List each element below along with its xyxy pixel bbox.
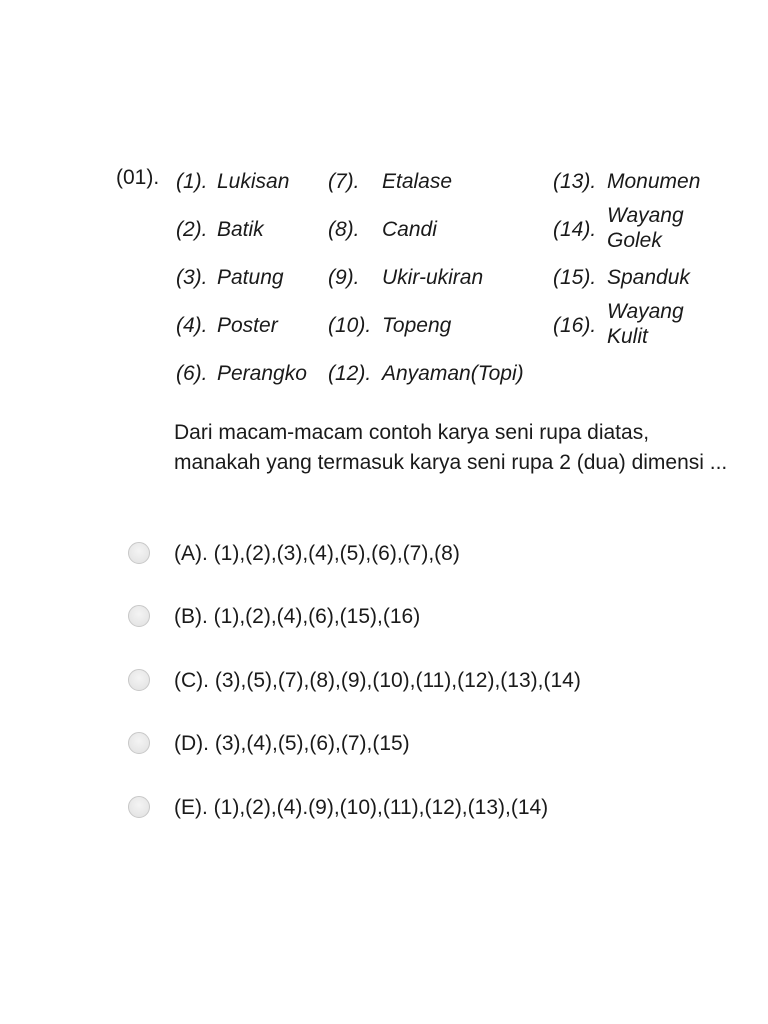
question-number: (01). bbox=[116, 166, 160, 189]
option-e[interactable] bbox=[128, 795, 728, 821]
item-label: Etalase bbox=[382, 170, 453, 193]
item-number: (16). bbox=[553, 314, 597, 337]
option-a[interactable] bbox=[128, 541, 728, 567]
item-label: Batik bbox=[217, 218, 264, 241]
item-label: Monumen bbox=[607, 170, 701, 193]
item-label: Anyaman(Topi) bbox=[382, 362, 524, 385]
item-label: Wayang Kulit bbox=[607, 300, 684, 348]
option-label[interactable]: (A). (1),(2),(3),(4),(5),(6),(7),(8) bbox=[174, 542, 460, 565]
item-label: Patung bbox=[217, 266, 284, 289]
item-number: (7). bbox=[328, 170, 360, 193]
item-label: Wayang Golek bbox=[607, 204, 684, 252]
item-number: (4). bbox=[176, 314, 208, 337]
item-number: (12). bbox=[328, 362, 372, 385]
option-c[interactable] bbox=[128, 668, 728, 694]
item-label: Topeng bbox=[382, 314, 452, 337]
art-items-grid bbox=[0, 0, 768, 400]
item-number: (15). bbox=[553, 266, 597, 289]
item-number: (8). bbox=[328, 218, 360, 241]
option-label[interactable]: (E). (1),(2),(4).(9),(10),(11),(12),(13),(14) bbox=[174, 796, 549, 819]
radio-button[interactable] bbox=[128, 542, 150, 564]
item-label: Lukisan bbox=[217, 170, 290, 193]
radio-button[interactable] bbox=[128, 669, 150, 691]
item-number: (13). bbox=[553, 170, 597, 193]
item-number: (3). bbox=[176, 266, 208, 289]
radio-button[interactable] bbox=[128, 732, 150, 754]
radio-button[interactable] bbox=[128, 605, 150, 627]
item-number: (10). bbox=[328, 314, 372, 337]
item-number: (14). bbox=[553, 218, 597, 241]
item-number: (1). bbox=[176, 170, 208, 193]
option-label[interactable]: (D). (3),(4),(5),(6),(7),(15) bbox=[174, 732, 410, 755]
question-text: Dari macam-macam contoh karya seni rupa diatas, manakah yang termasuk karya seni rupa 2 (dua) dimensi ... bbox=[174, 421, 728, 474]
option-b[interactable] bbox=[128, 604, 728, 630]
item-label: Perangko bbox=[217, 362, 307, 385]
option-label[interactable]: (B). (1),(2),(4),(6),(15),(16) bbox=[174, 605, 421, 628]
item-label: Spanduk bbox=[607, 266, 690, 289]
item-number: (9). bbox=[328, 266, 360, 289]
item-label: Ukir-ukiran bbox=[382, 266, 484, 289]
option-label[interactable]: (C). (3),(5),(7),(8),(9),(10),(11),(12),(13),(14) bbox=[174, 669, 581, 692]
item-number: (6). bbox=[176, 362, 208, 385]
item-label: Poster bbox=[217, 314, 278, 337]
option-d[interactable] bbox=[128, 731, 728, 757]
radio-button[interactable] bbox=[128, 796, 150, 818]
item-label: Candi bbox=[382, 218, 437, 241]
item-number: (2). bbox=[176, 218, 208, 241]
